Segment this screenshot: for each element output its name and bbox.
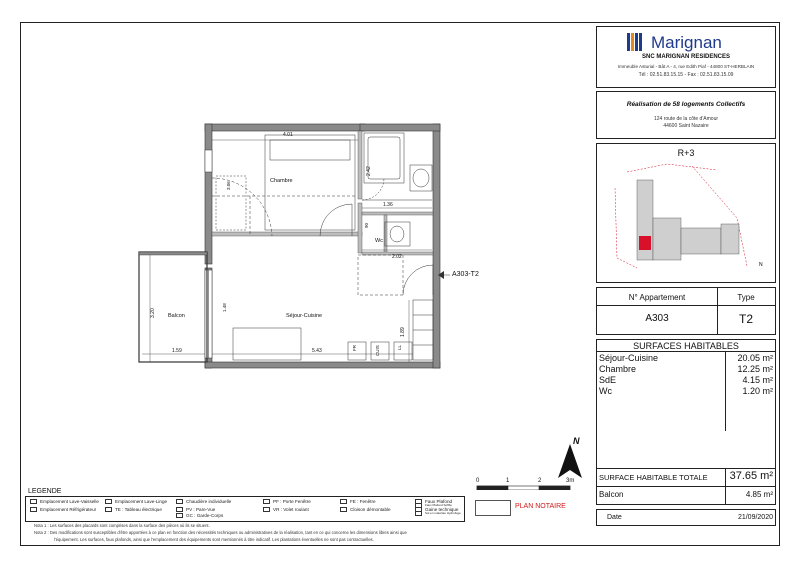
note-3: l'équipement. Les surfaces, faux plafonds, ainsi que l'emplacement des équipements sont mentionnés à titre indicatif. Les plantations éventuelles ne sont pas contractuelles. (54, 537, 374, 542)
legend-swatch (415, 503, 422, 508)
legend-swatch (340, 507, 347, 512)
surface-row-label: Chambre (599, 364, 637, 374)
note-1: Nota 1 : Les surfaces des placards sont comprises dans la surface des pièces où ils se situent. (34, 523, 210, 528)
scale-tick-2: 2 (538, 478, 542, 484)
apartment-number: A303 (645, 313, 669, 324)
apartment-panel (596, 287, 776, 335)
dim-4-01: 4.01 (283, 132, 293, 138)
apartment-tag: A303-T2 (452, 271, 479, 278)
legend-item: PF : Porte Fenêtre (273, 499, 311, 504)
legend-swatch-box (475, 500, 511, 516)
surface-row (597, 386, 775, 396)
dim-2-42: 2.42 (366, 166, 372, 176)
legend-item: GC : Garde-Corps (186, 513, 224, 518)
date-label: Date (607, 514, 622, 521)
company-phone: Tél : 02.51.83.15.15 - Fax : 02.51.83.15.09 (638, 72, 734, 78)
surface-row-value: 4.15 m² (742, 375, 773, 385)
company-panel (596, 26, 776, 88)
legend-swatch (30, 499, 37, 504)
project-title: Réalisation de 58 logements Collectifs (626, 101, 746, 108)
keyplan-map (597, 158, 775, 283)
dim-1-59: 1.59 (172, 348, 182, 354)
surface-row (597, 364, 775, 374)
legend-item: VR : Volet roulant (273, 507, 309, 512)
surface-row-value: 12.25 m² (737, 364, 773, 374)
scale-tick-3m: 3m (566, 478, 575, 484)
legend-item: Emplacement Réfrigérateur (40, 507, 97, 512)
dim-3-06: 3.06 (226, 181, 231, 190)
dim-3-20: 3.20 (150, 308, 156, 318)
legend-item: Faux Plafond Soffite (425, 503, 452, 507)
legend-swatch (105, 499, 112, 504)
scale-tick-1: 1 (506, 478, 510, 484)
room-label-balcon: Balcon (168, 313, 185, 319)
apartment-type-header: Type (737, 293, 755, 302)
surfaces-panel (596, 339, 776, 505)
surface-row-label: Séjour-Cuisine (599, 353, 659, 363)
company-brand: Marignan (651, 33, 722, 52)
legend-swatch (176, 507, 183, 512)
legend-item: Emplacement Lave-Vaisselle (40, 499, 99, 504)
legend-swatch (105, 507, 112, 512)
apartment-number-header: N° Appartement (628, 293, 686, 302)
legend-title: LEGENDE (28, 488, 62, 495)
surface-total-value: 37.65 m² (729, 470, 773, 482)
dim-90: 90 (364, 222, 369, 228)
legend-swatch (263, 499, 270, 504)
dim-5-43: 5.43 (312, 348, 322, 354)
fixture-ll: LL (397, 344, 402, 350)
plan-notaire-label: PLAN NOTAIRE (515, 503, 566, 510)
legend-swatch (263, 507, 270, 512)
legend-item: Faux Plafond (425, 499, 453, 504)
balcon-label: Balcon (599, 490, 624, 499)
floor-label: R+3 (677, 148, 695, 158)
room-label-sejour: Séjour-Cuisine (286, 313, 323, 319)
surface-total-label: SURFACE HABITABLE TOTALE (599, 473, 708, 482)
surface-row (597, 375, 775, 385)
legend-swatch (30, 507, 37, 512)
room-label-chambre: Chambre (270, 178, 293, 184)
room-label-wc: Wc (375, 238, 383, 244)
fixture-cuis: CUIS (375, 345, 380, 356)
surface-row (597, 353, 775, 363)
surface-row-value: 20.05 m² (737, 353, 773, 363)
legend-item: Gaine technique (425, 507, 459, 512)
dim-1-89: 1.89 (400, 327, 406, 337)
apartment-type: T2 (738, 312, 753, 326)
legend-item: TE : Tableau électrique (115, 507, 162, 512)
surface-row-value: 1.20 m² (742, 386, 773, 396)
legend-swatch (176, 513, 183, 518)
surfaces-header: SURFACES HABITABLES (633, 341, 739, 351)
legend-item: FE : Fenêtre (350, 499, 376, 504)
keyplan-panel (596, 143, 776, 283)
date-panel (596, 509, 776, 526)
legend-swatch (340, 499, 347, 504)
note-2: Nota 2 : Des modifications sont susceptibles d'être apportées à ce plan en fonction des nécessités techniques ou administratives de la réalisation, tant en ce qui concerne les dimensions libres ainsi que (34, 530, 407, 535)
project-panel (596, 91, 776, 139)
fixture-fr: FR (352, 345, 357, 351)
legend-item: Cloison démontable (350, 507, 391, 512)
marignan-logo-icon (627, 33, 647, 51)
legend-item: PV : Pare-Vue (186, 507, 216, 512)
north-label: N (573, 436, 580, 446)
date-value: 21/09/2020 (737, 514, 773, 521)
legend-swatch (176, 499, 183, 504)
surface-row-label: SdE (599, 375, 617, 385)
svg-text:N: N (759, 262, 763, 268)
scale-tick-0: 0 (476, 478, 480, 484)
company-address: Immeuble Asturial - Bât A - 4, rue Edith Piaf - 44800 ST-HERBLAIN (617, 64, 755, 69)
legend-item: Sol en matériau Hydrofuge (425, 511, 461, 515)
legend-item: Chaudière individuelle (186, 499, 232, 504)
legend-item: Emplacement Lave-Linge (115, 499, 168, 504)
balcon-value: 4.85 m² (745, 490, 773, 499)
surface-row-label: Wc (599, 386, 612, 396)
legend-swatch (415, 511, 422, 516)
project-city: 44600 Saint Nazaire (663, 123, 709, 129)
dim-1-36: 1.36 (383, 202, 393, 208)
dim-2-02: 2.02 (392, 254, 402, 260)
project-street: 124 route de la côte d'Amour (653, 116, 719, 122)
company-name: SNC MARIGNAN RESIDENCES (641, 54, 730, 60)
dim-1-48: 1.48 (222, 303, 227, 312)
